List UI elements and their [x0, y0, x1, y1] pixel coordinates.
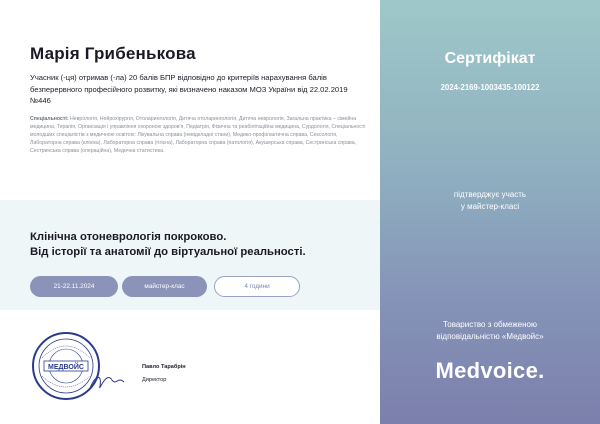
- recipient-description: Учасник (-ця) отримав (-ла) 20 балів БПР відповідно до критеріїв нарахування балів безперервного професійного розвитку, які визначено наказом МОЗ України від 22.02.2019 №446: [30, 73, 348, 105]
- company-line-2: відповідальністю «Медвойс»: [436, 332, 544, 341]
- course-date-badge: 21-22.11.2024: [30, 276, 118, 297]
- participation-confirmation: [380, 189, 600, 213]
- course-title-line-2: Від історії та анатомії до віртуальної реальності.: [30, 246, 306, 258]
- certificate-title: Сертифікат: [444, 50, 536, 67]
- brand-logo: Medvoice.: [435, 358, 545, 383]
- company-line-1: Товариство з обмеженою: [442, 320, 537, 329]
- specialties-text: [30, 115, 370, 155]
- specialties-list: Неврологія, Нейрохірургія, Отоларингологія, Дитяча отоларингологія, Дитяча неврологія, Загальна практика – сімейна медицина, Терапія, Організація і управління охороною здоров'я, Педіатрія, Фізична та реабілітаційна медицина, Сурдологія, Спеціальності молодших спеціалістів з медичною освітою: Лікувальна справа (невідкладні стани), Медико-профілактична справа, Сексологія, Лабораторна справа (клініка), Лабораторна справа (гігієна), Лабораторна справа (патологія), Акушерська справа, Сестринська справа, Сестринська справа (операційна), Медична статистика.: [30, 116, 366, 154]
- specialties-label: Спеціальності:: [30, 116, 69, 122]
- confirmation-line-2: у майстер-класі: [460, 202, 520, 211]
- course-format-badge: майстер-клас: [122, 276, 207, 297]
- course-title-line-1: Клінічна отоневрологія покроково.: [30, 231, 227, 243]
- issuing-company: [380, 319, 600, 343]
- confirmation-line-1: підтверджує участь: [453, 190, 527, 199]
- company-seal-icon: [28, 330, 128, 402]
- signer-name: Павло Тарабрін: [142, 364, 186, 370]
- certificate-right-panel: [380, 0, 600, 424]
- certificate-number: 2024-2169-1003435-100122: [440, 83, 540, 92]
- course-title: [30, 230, 370, 260]
- signer-role: Директор: [142, 377, 167, 383]
- seal-text: МЕДВОЙС: [48, 364, 84, 371]
- course-hours-badge: 4 години: [214, 276, 300, 297]
- recipient-name: Марія Грибенькова: [30, 44, 196, 63]
